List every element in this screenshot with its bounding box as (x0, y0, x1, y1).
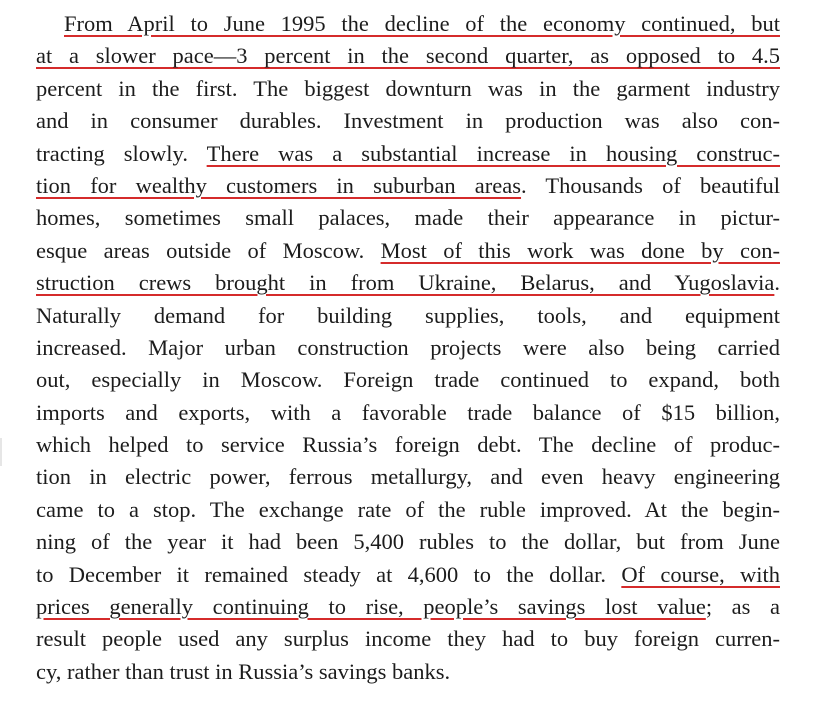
text-segment: ning of the year it had been 5,400 rubles to the dollar, but from June (36, 529, 780, 555)
underlined-text: prices generally continuing to rise, people’s savings lost value (36, 594, 706, 620)
text-segment: homes, sometimes small palaces, made their appearance in pictur- (36, 205, 780, 231)
text-segment: . (774, 270, 780, 296)
text-line (36, 138, 780, 170)
text-segment: and in consumer durables. Investment in production was also con- (36, 108, 780, 134)
text-segment: came to a stop. The exchange rate of the ruble improved. At the begin- (36, 496, 780, 522)
text-segment: which helped to service Russia’s foreign debt. The decline of produc- (36, 432, 780, 458)
text-segment: esque areas outside of Moscow. (36, 237, 381, 263)
text-segment: imports and exports, with a favorable trade balance of $15 billion, (36, 399, 780, 425)
text-segment: Naturally demand for building supplies, tools, and equipment (36, 302, 780, 328)
text-segment: to December it remained steady at 4,600 to the dollar. (36, 561, 622, 587)
underlined-text: From April to June 1995 the decline of the economy continued, but (64, 11, 780, 36)
text-line (36, 494, 780, 526)
text-segment: increased. Major urban construction projects were also being carried (36, 334, 780, 360)
underlined-text: tion for wealthy customers in suburban areas (36, 172, 522, 198)
text-segment: cy, rather than trust in Russia’s savings banks. (36, 658, 451, 684)
text-line (36, 526, 780, 558)
text-segment: percent in the first. The biggest downturn was in the garment industry (36, 75, 780, 101)
margin-mark (0, 438, 2, 466)
body-paragraph (36, 8, 780, 688)
text-line (36, 623, 780, 655)
text-line (36, 364, 780, 396)
text-segment: tracting slowly. (36, 140, 207, 166)
underlined-text: Of course, with (621, 561, 780, 587)
text-segment: ; as a (705, 594, 780, 620)
text-line (36, 429, 780, 461)
text-segment: tion in electric power, ferrous metallurgy, and even heavy engineering (36, 464, 780, 490)
text-segment: . Thousands of beautiful (521, 172, 780, 198)
text-line (36, 235, 780, 267)
text-line (36, 105, 780, 137)
text-segment: result people used any surplus income they had to buy foreign curren- (36, 626, 780, 652)
text-line (36, 300, 780, 332)
text-line (36, 202, 780, 234)
text-line (36, 559, 780, 591)
text-line (36, 73, 780, 105)
text-line (36, 461, 780, 493)
text-line (36, 170, 780, 202)
text-line (36, 8, 780, 40)
underlined-text: Most of this work was done by con- (380, 237, 780, 263)
text-line (36, 656, 780, 688)
text-line (36, 591, 780, 623)
underlined-text: struction crews brought in from Ukraine, Belarus, and Yugoslavia (36, 270, 775, 296)
text-line (36, 40, 780, 72)
text-line (36, 332, 780, 364)
text-line (36, 267, 780, 299)
underlined-text: at a slower pace—3 percent in the second quarter, as opposed to 4.5 (36, 43, 780, 69)
text-segment: out, especially in Moscow. Foreign trade continued to expand, both (36, 367, 780, 393)
text-line (36, 397, 780, 429)
underlined-text: There was a substantial increase in housing construc- (206, 140, 780, 166)
